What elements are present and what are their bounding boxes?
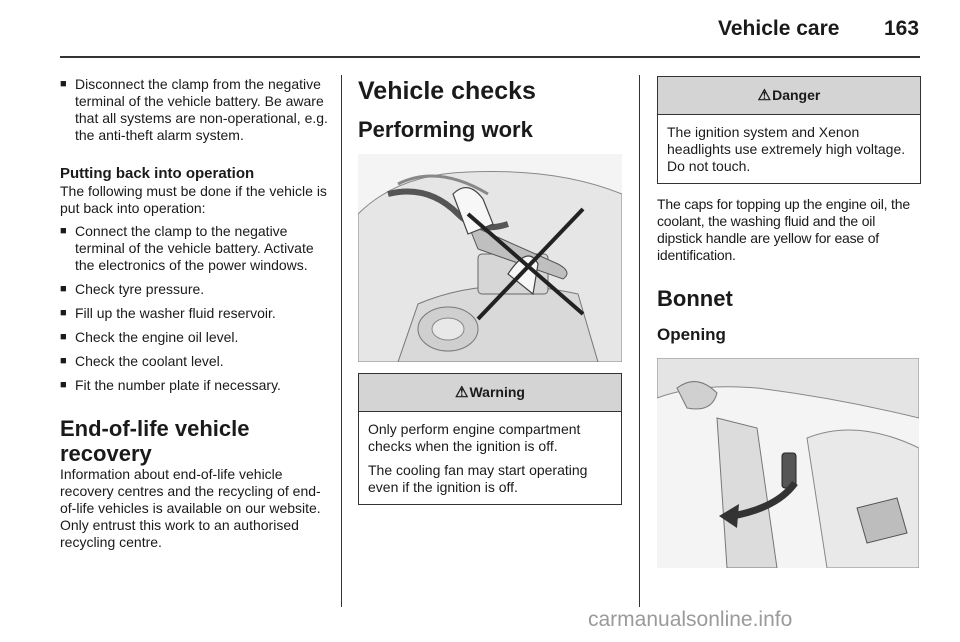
danger-text: The ignition system and Xenon headlights use extremely high voltage. Do not touch. [667, 124, 906, 174]
performing-work-heading: Performing work [358, 117, 533, 142]
warning-paragraph: The cooling fan may start operating even if the ignition is off. [368, 462, 588, 495]
running-header-title: Vehicle care [718, 17, 840, 40]
watermark: carmanualsonline.info [588, 608, 793, 631]
danger-box-header [658, 77, 920, 115]
list-item: ■ Disconnect the clamp from the negative terminal of the vehicle battery. Be aware that all systems are non-operational, e.g. the anti-theft alarm system. [60, 76, 330, 144]
putting-back-heading: Putting back into operation [60, 165, 255, 182]
list-item: ■ Check the engine oil level. [60, 329, 330, 346]
bonnet-heading: Bonnet [657, 286, 733, 311]
warning-paragraph: Only perform engine compartment checks when the ignition is off. [368, 421, 581, 454]
warning-box-body [359, 412, 621, 504]
warning-triangle-icon: ⚠ [757, 87, 772, 104]
vehicle-checks-heading: Vehicle checks [358, 77, 536, 105]
page-number: 163 [884, 17, 920, 40]
warning-box-header [359, 374, 621, 412]
list-item: ■ Connect the clamp to the negative terminal of the vehicle battery. Activate the electronics of the power windows. [60, 223, 330, 274]
list-item: ■ Fit the number plate if necessary. [60, 377, 330, 394]
eol-heading-line1: End-of-life vehicle [60, 416, 250, 441]
caps-text: The caps for topping up the engine oil, the coolant, the washing fluid and the oil dipstick handle are yellow for ease of identification. [657, 196, 910, 263]
column-left [60, 76, 330, 551]
column-middle [358, 76, 624, 505]
eol-text: Information about end-of-life vehicle recovery centres and the recycling of end-of-life vehicles is available on our website. Only entrust this work to an authorised recycling centre. [60, 466, 321, 550]
header-rule [60, 56, 920, 58]
column-divider-1 [341, 75, 342, 607]
danger-box [657, 76, 921, 184]
opening-heading: Opening [657, 325, 726, 344]
bonnet-release-illustration [657, 358, 919, 568]
list-item: ■ Fill up the washer fluid reservoir. [60, 305, 330, 322]
column-right [657, 76, 922, 568]
engine-compartment-illustration [358, 154, 622, 362]
eol-heading [60, 416, 330, 466]
warning-triangle-icon: ⚠ [455, 384, 469, 401]
disconnect-list [60, 76, 330, 144]
putting-back-intro: The following must be done if the vehicle is put back into operation: [60, 183, 327, 216]
warning-title: Warning [469, 384, 525, 400]
danger-title: Danger [772, 87, 821, 103]
warning-box [358, 373, 622, 505]
list-item: ■ Check the coolant level. [60, 353, 330, 370]
eol-heading-line2: recovery [60, 441, 152, 466]
column-divider-2 [639, 75, 640, 607]
putting-back-list [60, 223, 330, 394]
list-item: ■ Check tyre pressure. [60, 281, 330, 298]
danger-box-body [658, 115, 920, 183]
